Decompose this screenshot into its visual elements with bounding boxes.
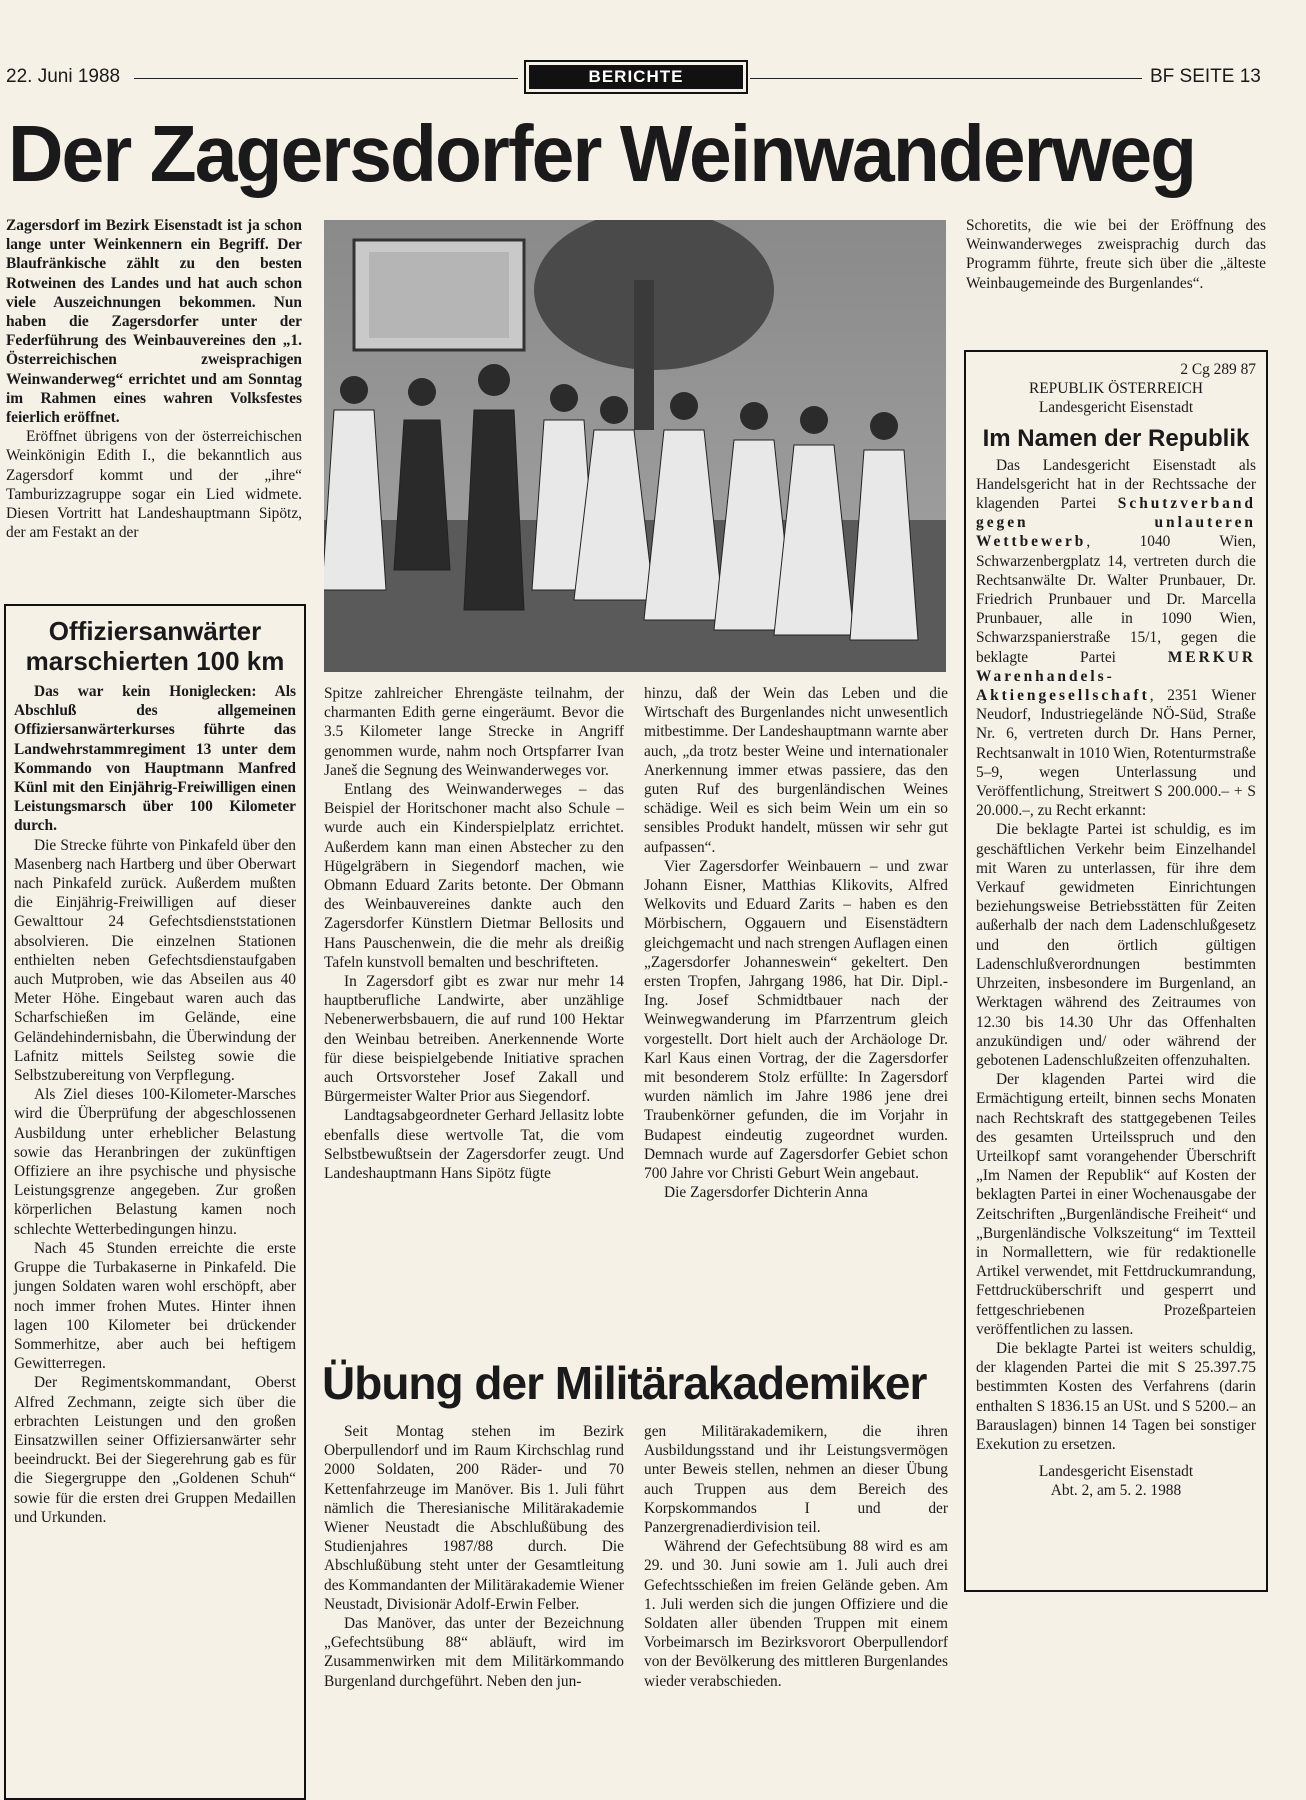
military-exercise-paragraph: Das Manöver, das unter der Bezeichnung „Gefechtsübung 88“ abläuft, wird im Zusammenwirken mit dem Militärkommando Burgenland durchgeführt. Neben den jun- <box>324 1615 624 1690</box>
court-notice-title: Im Namen der Republik <box>982 424 1250 452</box>
main-col2-paragraph: In Zagersdorf gibt es zwar nur mehr 14 hauptberufliche Landwirte, aber unzählige Nebenerwerbsbauern, die auf rund 100 Hektar den Weinbau betreiben. Anerkennende Worte für diese beispielgebende Initiative sprachen auch Ortsvorsteher Josef Zakall und Bürgermeister Walter Prior aus Siegendorf. <box>324 973 624 1106</box>
plaintiff-name: Schutzverband gegen unlauteren Wettbewerb <box>976 495 1256 551</box>
section-label-box <box>524 60 748 94</box>
main-col3-paragraph: Die Zagersdorfer Dichterin Anna <box>664 1184 868 1202</box>
officer-march-paragraph: Der Regimentskommandant, Oberst Alfred Zechmann, zeigte sich über die erbrachten Leistungen und den großen Einsatzwillen seiner Offiziersanwärter sehr beeindruckt. Bei der Siegerehrung gab es für die Siegergruppe den „Goldenen Schuh“ sowie für die ersten drei Gruppen Medaillen und Urkunden. <box>14 1374 296 1526</box>
military-exercise-col1 <box>324 1422 624 1691</box>
court-text: , 2351 Wiener Neudorf, Industriegelände NÖ-Süd, Straße Nr. 6, vertreten durch Dr. Hans Perner, Rechtsanwalt in 1010 Wien, Rotenturmstraße 5–9, wegen Unterlassung und Veröffentlichung, Streitwert S 200.000.– + S 20.000.–, zu Recht erkannt: <box>976 687 1256 820</box>
court-notice <box>964 350 1268 1592</box>
court-paragraph: Die beklagte Partei ist weiters schuldig, der klagenden Partei die mit S 25.397.75 bestimmten Kosten des Verfahrens (darin enthalten S 1836.15 an USt. und S 5200.– an Barauslagen) binnen 14 Tagen bei sonstiger Exekution zu ersetzen. <box>976 1339 1256 1453</box>
main-col2-paragraph: Spitze zahlreicher Ehrengäste teilnahm, der charmanten Edith gerne eingeräumt. Bevor die 3.5 Kilometer lange Strecke in Angriff genommen wurde, nahm noch Ortspfarrer Ivan Janeš die Segnung des Weinwanderweges vor. <box>324 685 624 779</box>
military-exercise-paragraph: Seit Montag stehen im Bezirk Oberpullendorf und im Raum Kirchschlag rund 2000 Soldaten, 200 Räder- und 70 Kettenfahrzeuge im Manöver. Bis 1. Juli führt nämlich die Theresianische Militärakademie Wiener Neustadt die Abschlußübung des Studienjahres 1987/88 durch. Die Abschlußübung steht unter der Gesamtleitung des Kommandanten der Militärakademie Wiener Neustadt, Divisionär Adolf-Erwin Felber. <box>324 1423 624 1613</box>
court-text: , 1040 Wien, Schwarzenbergplatz 14, vertreten durch die Rechtsanwälte Dr. Walter Prunbauer, Dr. Friedrich Prunbauer und Dr. Marcella Prunbauer, alle in 1090 Wien, Schwarzspanierstraße 15/1, gegen die beklagte Partei <box>976 533 1256 666</box>
officer-march-lead: Das war kein Honiglecken: Als Abschluß des allgemeinen Offiziersanwärterkurses führte das Landwehrstammregiment 13 unter dem Kommando von Hauptmann Manfred Künl mit den Einjährig-Freiwilligen einen Leistungsmarsch über 100 Kilometer durch. <box>14 683 296 835</box>
article-photo <box>324 220 946 672</box>
main-lead: Zagersdorf im Bezirk Eisenstadt ist ja schon lange unter Weinkennern ein Begriff. Der Blaufränkische zählt zu den besten Rotweinen des Landes und hat auch schon viele Auszeichnungen bekommen. Nun haben die Zagersdorfer unter der Federführung des Weinbauvereines den „1. Österreichischen zweisprachigen Weinwanderweg“ errichtet und am Sonntag im Rahmen eines wahren Volksfestes feierlich eröffnet. <box>6 217 302 427</box>
officer-march-paragraph: Als Ziel dieses 100-Kilometer-Marsches wird die Überprüfung der abgeschlossenen Ausbildung unter erheblicher Belastung sowie das Heranbringen der zukünftigen Offiziere an ihre psychische und physische Leistungsgrenze angegeben. Zur großen körperlichen Belastung kamen noch schlechte Wetterbedingungen hinzu. <box>14 1086 296 1238</box>
main-article-col1 <box>6 216 302 542</box>
main-col4-paragraph: Schoretits, die wie bei der Eröffnung des Weinwanderweges zweisprachig durch das Programm führte, freute sich über die „älteste Weinbaugemeinde des Burgenlandes“. <box>966 217 1266 292</box>
military-exercise-headline: Übung der Militärakademiker <box>322 1357 927 1409</box>
header-rule-left <box>134 78 518 79</box>
main-headline: Der Zagersdorfer Weinwanderweg <box>8 109 1196 198</box>
main-article-col3 <box>644 684 948 1202</box>
section-label: BERICHTE <box>529 65 743 89</box>
page-number: BF SEITE 13 <box>1150 66 1261 87</box>
court-signature-date: Abt. 2, am 5. 2. 1988 <box>1050 1482 1182 1500</box>
issue-date: 22. Juni 1988 <box>6 66 121 87</box>
court-name: Landesgericht Eisenstadt <box>1038 399 1194 417</box>
header-rule-right <box>750 78 1142 79</box>
court-text: Das Landesgericht Eisenstadt als Handelsgericht hat in der Rechtssache der klagenden Partei <box>976 456 1256 513</box>
court-paragraph: Der klagenden Partei wird die Ermächtigung erteilt, binnen sechs Monaten nach Rechtskraft des stattgegebenen Teiles des gesamten Urteilsspruch und den Urteilkopf samt vorangehender Überschrift „Im Namen der Republik“ auf Kosten der beklagten Partei in einer Wochenausgabe der Zeitschriften „Burgenländische Freiheit“ und „Burgenländische Volkszeitung“ im Textteil in Normallettern, wie für redaktionelle Artikel verwendet, mit Fettdruckumrandung, Fettdrucküberschrift und gesperrt und fettgeschriebenen Prozeßparteien veröffentlichen zu lassen. <box>976 1071 1256 1338</box>
court-paragraph: Die beklagte Partei ist schuldig, es im geschäftlichen Verkehr beim Einzelhandel mit Waren zu unterlassen, für ihre dem Verkauf gewidmeten Einrichtungen beziehungsweise Betriebsstätten für Zeiten außerhalb der nach dem Ladenschlußgesetz und den örtlich gültigen Ladenschlußverordnungen bestimmten Uhrzeiten, insbesondere im Burgenland, an Werktagen während des Zeitraumes von 12.30 bis 14.30 Uhr das Offenhalten anzukündigen und/ oder während der gebotenen Ladenschlußzeiten offenzuhalten. <box>976 821 1256 1069</box>
main-article-col4 <box>966 216 1266 293</box>
officer-march-headline: Offiziersanwärter marschierten 100 km <box>25 616 285 676</box>
folk-group-photo <box>324 220 946 672</box>
main-col3-paragraph: Vier Zagersdorfer Weinbauern – und zwar Johann Eisner, Matthias Klikovits, Alfred Welkovits und Eduard Zarits – haben es den Mörbischern, Oggauern und Eisenstädtern gleichgemacht und nach strengen Auflagen einen „Zagersdorfer Johanneswein“ gekeltert. Den ersten Tropfen, Jahrgang 1986, hat Dir. Dipl.-Ing. Josef Schmidtbauer nach der Weinwegwanderung im Pfarrzentrum gleich vorgestellt. Dort hielt auch der Archäologe Dr. Karl Kaus einen Vortrag, der die Zagersdorfer mit besonderem Stolz erfüllte: In Zagersdorf wurden nämlich im Jahre 1986 jene drei Traubenkörner gefunden, die im Vorjahr in Budapest eindeutig zugeordnet wurden. Demnach wurde auf Zagersdorfer Gebiet schon 700 Jahre vor Christi Geburt Wein angebaut. <box>644 857 948 1183</box>
main-col2-paragraph: Entlang des Weinwanderweges – das Beispiel der Horitschoner macht also Schule – wurde auch ein Kinderspielplatz errichtet. Außerdem kann man einen Abstecher zu den Hügelgräbern in Siegendorf machen, wie Obmann Eduard Zarits betonte. Der Obmann des Weinbauvereines dankte auch den Zagersdorfer Künstlern Dietmar Bellosits und Hans Pauschenwein, die die mehr als dreißig Tafeln kunstvoll bemalten und beschrifteten. <box>324 781 624 971</box>
military-exercise-col2 <box>644 1422 948 1691</box>
main-col1-paragraph: Eröffnet übrigens von der österreichischen Weinkönigin Edith I., die bekanntlich aus Zagersdorf kommt und der „ihre“ Tamburizzagruppe sogar ein Lied widmete. Diesen Vortritt hat Landeshauptmann Sipötz, der am Festakt an der <box>6 428 302 542</box>
defendant-name: MERKUR Warenhandels-Aktiengesellschaft <box>976 648 1256 705</box>
main-col2-paragraph: Landtagsabgeordneter Gerhard Jellasitz lobte ebenfalls diese wertvolle Tat, die vom Selbstbewußtsein der Zagersdorfer zeugt. Und Landeshauptmann Hans Sipötz fügte <box>324 1107 624 1183</box>
officer-march-paragraph: Die Strecke führte von Pinkafeld über den Masenberg nach Hartberg und über Oberwart nach Pinkafeld zurück. Außerdem mußten die Einjährig-Freiwilligen auf dieser Gewalttour 24 Gefechtsdienststationen absolvieren. Die einzelnen Stationen enthielten neben Gefechtsdienstaufgaben auch Mutproben, wie das Abseilen aus 40 Meter Höhe. Eingebaut waren auch das Scharfschießen im Gelände, eine Geländehindernisbahn, die Überwindung der Lafnitz mittels Seilsteg sowie die Selbstzubereitung von Verpflegung. <box>14 836 296 1085</box>
military-exercise-paragraph: Während der Gefechtsübung 88 wird es am 29. und 30. Juni sowie am 1. Juli auch drei Gefechtsschießen im freien Gelände geben. Am 1. Juli werden sich die jungen Offiziere und die Soldaten aller übenden Truppen mit einem Vorbeimarsch im Bezirksvorort Oberpullendorf von der Bevölkerung des mittleren Burgenlandes wieder verabschieden. <box>644 1538 948 1690</box>
military-exercise-paragraph: gen Militärakademikern, die ihren Ausbildungsstand und ihr Leistungsvermögen unter Beweis stellen, nehmen an dieser Übung auch Truppen aus dem Bereich des Korpskommandos I und der Panzergrenadierdivision teil. <box>644 1423 948 1537</box>
court-signature: Landesgericht Eisenstadt <box>1038 1463 1194 1481</box>
officer-march-article <box>4 604 306 1800</box>
court-paragraph <box>976 456 1256 821</box>
main-col3-paragraph: hinzu, daß der Wein das Leben und die Wirtschaft des Burgenlandes nicht unwesentlich mitbestimme. Der Landeshauptmann warnte aber auch, „da trotz bester Weine und internationaler Anerkennung immer etwas passiere, das den guten Ruf des burgenländischen Weines schädige. Weil es sich beim Wein um ein so sensibles Produkt handelt, müssen wir sehr gut aufpassen“. <box>644 685 948 856</box>
court-case-number: 2 Cg 289 87 <box>1180 361 1256 378</box>
officer-march-paragraph: Nach 45 Stunden erreichte die erste Gruppe die Turbakaserne in Pinkafeld. Die jungen Soldaten waren wohl erschöpft, aber noch immer frohen Mutes. Hinter ihnen lagen 100 Kilometer bei drückender Sommerhitze, aber auch bei heftigem Gewitterregen. <box>14 1239 296 1373</box>
main-article-col2 <box>324 684 624 1183</box>
court-state: REPUBLIK ÖSTERREICH <box>1028 380 1203 398</box>
